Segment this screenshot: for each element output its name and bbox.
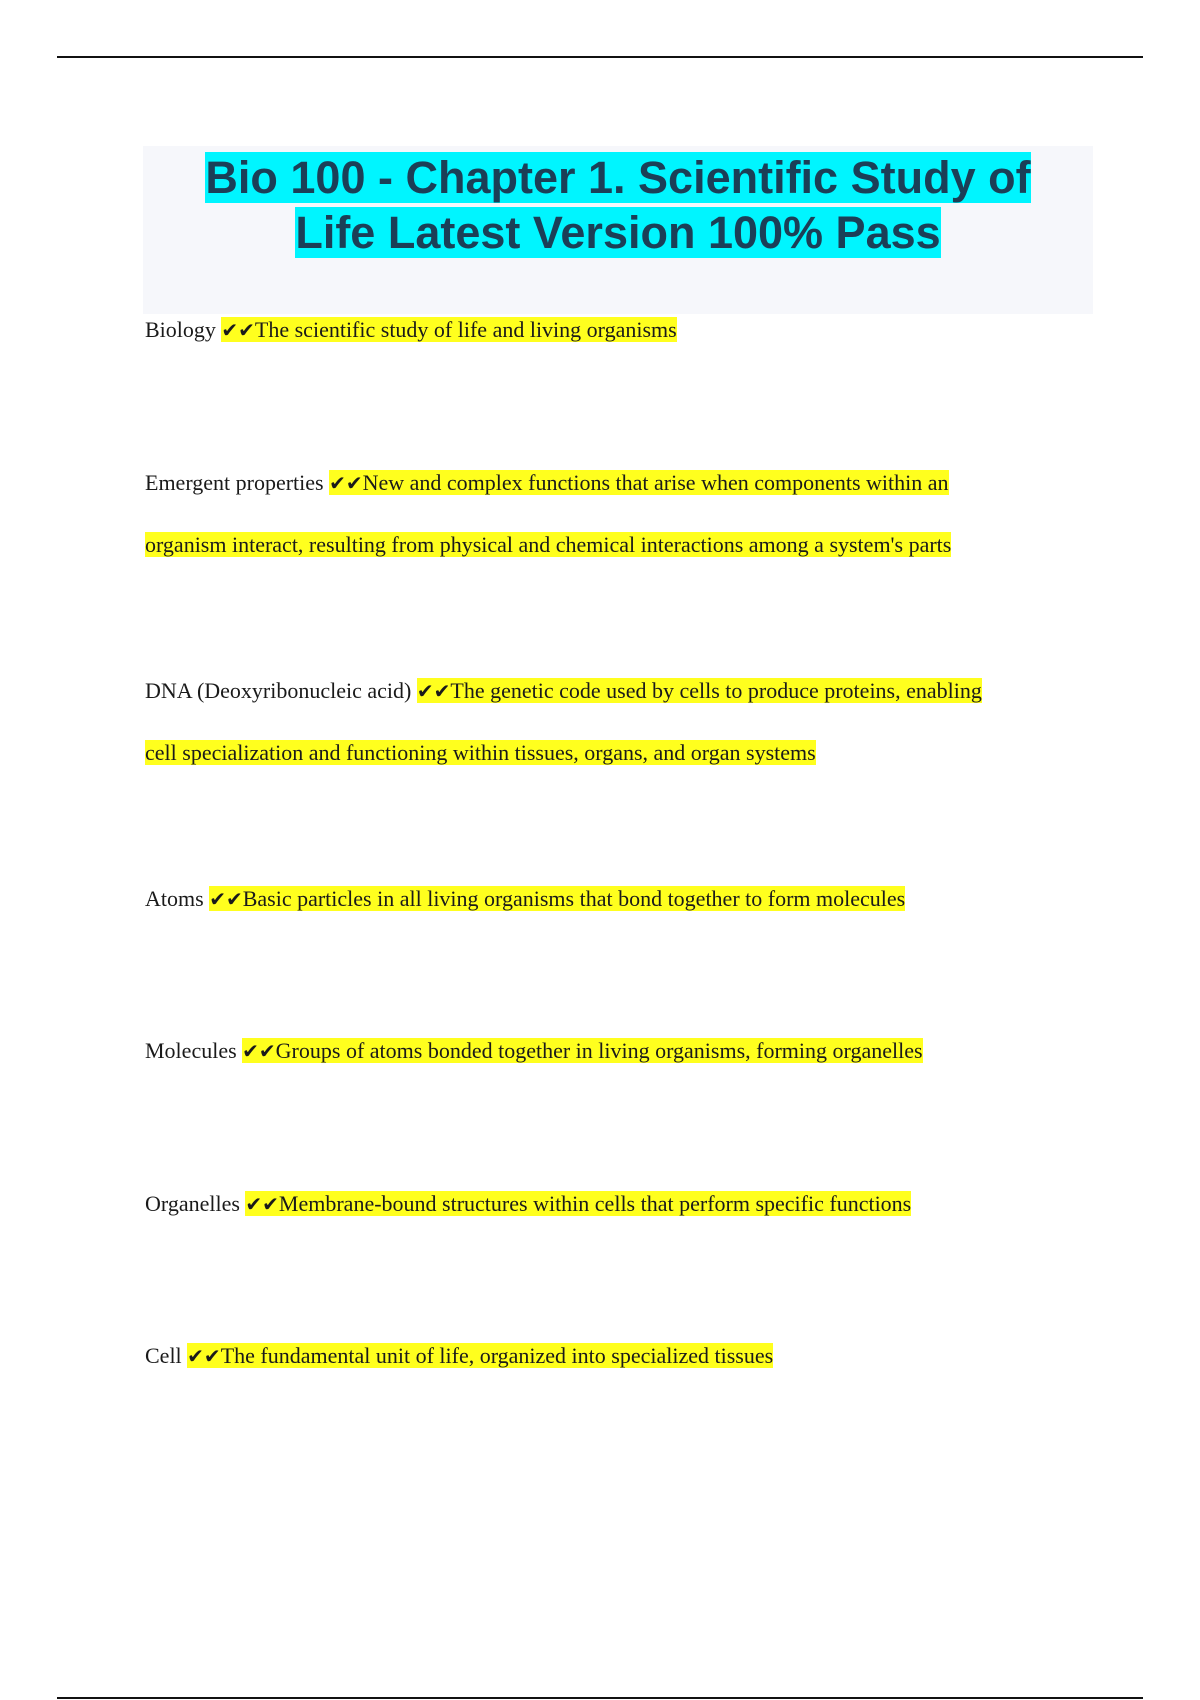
term: DNA (Deoxyribonucleic acid) — [145, 678, 412, 703]
definition-line-1: New and complex functions that arise when components within an — [362, 470, 949, 495]
definition: The scientific study of life and living organisms — [254, 317, 677, 342]
bottom-rule — [57, 1697, 1143, 1699]
title-line-2: Life Latest Version 100% Pass — [295, 207, 941, 258]
definition: The fundamental unit of life, organized into specialized tissues — [220, 1343, 774, 1368]
term: Atoms — [145, 886, 204, 911]
entry-dna — [145, 660, 1105, 783]
entry-biology — [145, 299, 1105, 361]
top-rule — [57, 56, 1143, 58]
definition-line-2: organism interact, resulting from physical and chemical interactions among a system's parts — [145, 532, 952, 557]
term: Biology — [145, 317, 216, 342]
entry-cell — [145, 1325, 1105, 1387]
check-icon: ✔✔ — [221, 318, 255, 342]
title-line-1: Bio 100 - Chapter 1. Scientific Study of — [205, 152, 1031, 203]
definition: Membrane-bound structures within cells that perform specific functions — [278, 1191, 912, 1216]
term: Molecules — [145, 1038, 237, 1063]
definition-line-1: The genetic code used by cells to produce proteins, enabling — [450, 678, 982, 703]
term: Emergent properties — [145, 470, 324, 495]
term: Organelles — [145, 1191, 240, 1216]
check-icon: ✔✔ — [187, 1344, 221, 1368]
definition-line-2: cell specialization and functioning within tissues, organs, and organ systems — [145, 740, 816, 765]
entry-molecules — [145, 1020, 1105, 1082]
entry-emergent-properties — [145, 452, 1105, 575]
definition: Groups of atoms bonded together in living organisms, forming organelles — [275, 1038, 923, 1063]
definition: Basic particles in all living organisms that bond together to form molecules — [242, 886, 906, 911]
check-icon: ✔✔ — [245, 1192, 279, 1216]
check-icon: ✔✔ — [329, 471, 363, 495]
term: Cell — [145, 1343, 182, 1368]
check-icon: ✔✔ — [209, 887, 243, 911]
title-block — [143, 146, 1093, 314]
document-title — [143, 146, 1093, 260]
entry-atoms — [145, 868, 1105, 930]
check-icon: ✔✔ — [416, 679, 451, 703]
entry-organelles — [145, 1173, 1105, 1235]
check-icon: ✔✔ — [242, 1039, 276, 1063]
